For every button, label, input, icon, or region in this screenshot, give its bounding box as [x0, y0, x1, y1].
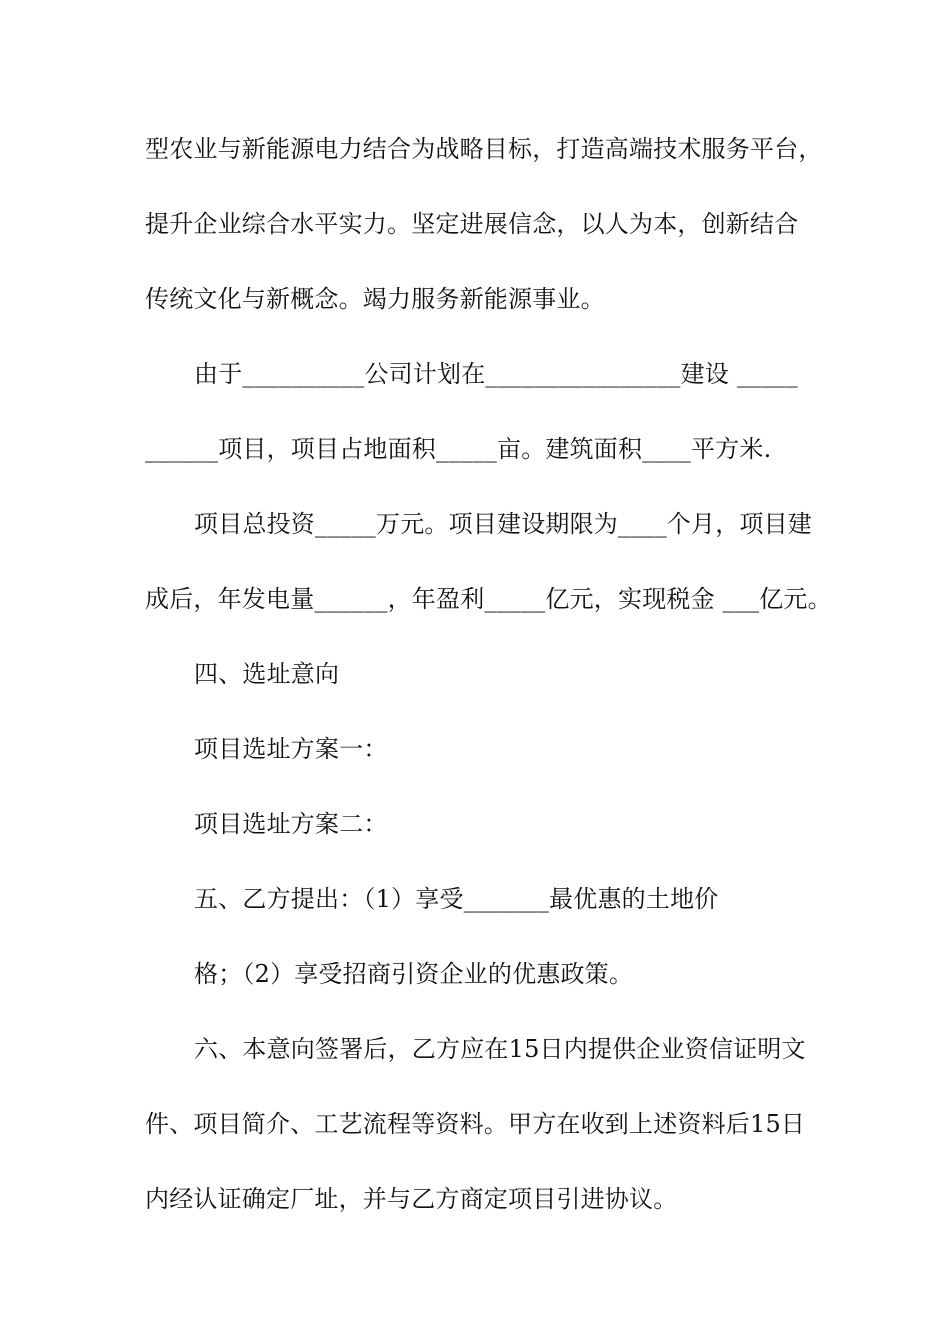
- paragraph-line-11: 五、乙方提出：（1）享受_______最优惠的土地价: [194, 885, 719, 913]
- site-option-1: 项目选址方案一：: [194, 735, 388, 763]
- paragraph-line-7: 成后，年发电量______，年盈利_____亿元，实现税金 ___亿元。: [145, 585, 832, 613]
- paragraph-line-5: ______项目，项目占地面积_____亩。建筑面积____平方米.: [145, 435, 772, 463]
- site-option-2: 项目选址方案二：: [194, 810, 388, 838]
- paragraph-line-14: 件、项目简介、工艺流程等资料。甲方在收到上述资料后15日: [145, 1110, 806, 1138]
- paragraph-line-4: 由于__________公司计划在________________建设 _____: [194, 360, 798, 388]
- paragraph-line-6: 项目总投资_____万元。项目建设期限为____个月，项目建: [194, 510, 812, 538]
- paragraph-line-13: 六、本意向签署后，乙方应在15日内提供企业资信证明文: [194, 1035, 806, 1063]
- paragraph-line-1: 型农业与新能源电力结合为战略目标，打造高端技术服务平台，: [145, 135, 823, 163]
- paragraph-line-12: 格；（2）享受招商引资企业的优惠政策。: [194, 960, 634, 988]
- paragraph-line-3: 传统文化与新概念。竭力服务新能源事业。: [145, 285, 605, 313]
- section-heading-site-selection: 四、选址意向: [194, 660, 340, 688]
- paragraph-line-2: 提升企业综合水平实力。坚定进展信念，以人为本，创新结合: [145, 210, 799, 238]
- paragraph-line-15: 内经认证确定厂址，并与乙方商定项目引进协议。: [145, 1185, 678, 1213]
